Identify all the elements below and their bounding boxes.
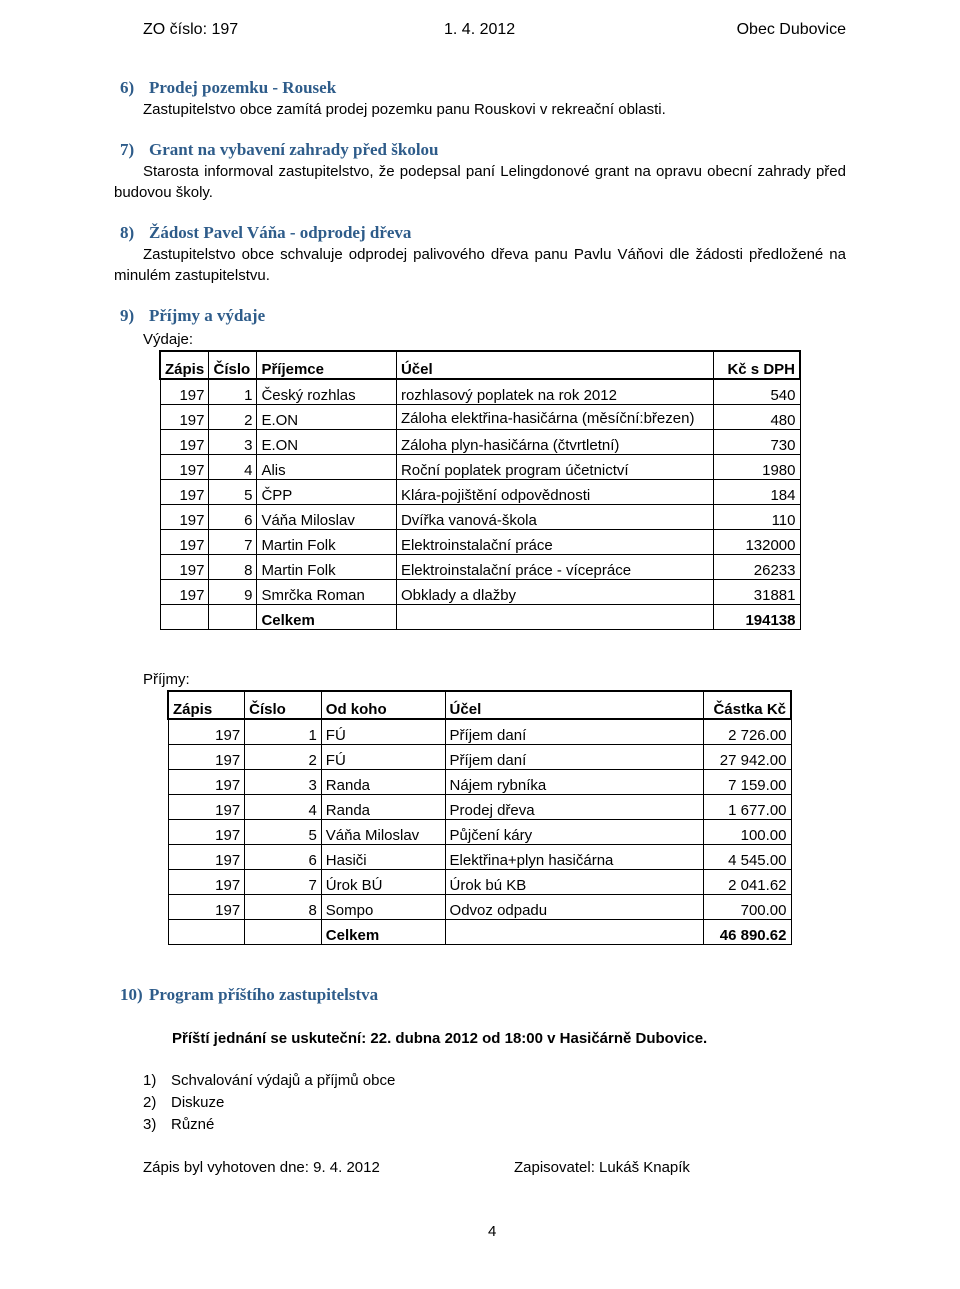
income-total-empty [168,920,245,945]
income-cell-purpose: Půjčení káry [445,820,703,845]
expenses-cell-zapis: 197 [160,505,209,530]
record-author: Zapisovatel: Lukáš Knapík [514,1159,690,1176]
expenses-cell-purpose: Obklady a dlažby [396,580,713,605]
income-cell-zapis: 197 [168,719,245,745]
income-label: Příjmy: [143,671,190,688]
section-6-heading [120,78,336,98]
income-cell-zapis: 197 [168,745,245,770]
income-total-label: Celkem [321,920,445,945]
expenses-cell-purpose: Záloha elektřina-hasičárna (měsíční:březen) [396,405,713,430]
income-header-purpose: Účel [445,691,703,719]
page-number: 4 [488,1223,497,1240]
expenses-row [160,555,800,580]
income-header-row [168,691,791,719]
income-cell-party: Randa [321,795,445,820]
income-row [168,895,791,920]
income-cell-cislo: 1 [245,719,322,745]
expenses-cell-party: Český rozhlas [257,379,397,405]
expenses-cell-amount: 110 [713,505,800,530]
section-7-title: Grant na vybavení zahrady před školou [149,140,439,159]
expenses-cell-zapis: 197 [160,530,209,555]
income-cell-amount: 7 159.00 [703,770,791,795]
income-row [168,719,791,745]
expenses-cell-amount: 540 [713,379,800,405]
section-10-heading [120,985,378,1005]
income-cell-party: FÚ [321,719,445,745]
expenses-total-row [160,605,800,630]
expenses-cell-zapis: 197 [160,580,209,605]
income-cell-purpose: Příjem daní [445,745,703,770]
income-cell-party: Sompo [321,895,445,920]
expenses-cell-party: Smrčka Roman [257,580,397,605]
income-cell-amount: 1 677.00 [703,795,791,820]
section-8-number: 8) [120,223,135,242]
income-cell-zapis: 197 [168,895,245,920]
expenses-cell-amount: 31881 [713,580,800,605]
expenses-total-label: Celkem [257,605,397,630]
income-cell-amount: 100.00 [703,820,791,845]
section-7-heading [120,140,439,160]
income-cell-party: Úrok BÚ [321,870,445,895]
income-cell-amount: 700.00 [703,895,791,920]
expenses-cell-purpose: Záloha plyn-hasičárna (čtvrtletní) [396,430,713,455]
expenses-row [160,430,800,455]
expenses-cell-cislo: 2 [209,405,257,430]
expenses-cell-amount: 480 [713,405,800,430]
income-row [168,770,791,795]
expenses-cell-cislo: 7 [209,530,257,555]
section-8-text: Zastupitelstvo obce schvaluje odprodej palivového dřeva panu Pavlu Váňovi dle žádosti předložené na minulém zastupitelstvu. [114,246,846,284]
income-row [168,745,791,770]
expenses-header-recipient: Příjemce [257,351,397,379]
expenses-cell-amount: 184 [713,480,800,505]
income-header-from: Od koho [321,691,445,719]
income-cell-cislo: 5 [245,820,322,845]
income-cell-purpose: Úrok bú KB [445,870,703,895]
expenses-cell-cislo: 8 [209,555,257,580]
income-cell-zapis: 197 [168,770,245,795]
expenses-cell-party: Martin Folk [257,555,397,580]
expenses-cell-purpose: Roční poplatek program účetnictví [396,455,713,480]
expenses-cell-cislo: 3 [209,430,257,455]
income-header-cislo: Číslo [245,691,322,719]
income-row [168,870,791,895]
income-cell-purpose: Prodej dřeva [445,795,703,820]
expenses-cell-party: ČPP [257,480,397,505]
income-cell-purpose: Odvoz odpadu [445,895,703,920]
expenses-cell-purpose: Klára-pojištění odpovědnosti [396,480,713,505]
expenses-cell-amount: 132000 [713,530,800,555]
income-cell-cislo: 2 [245,745,322,770]
expenses-cell-purpose: rozhlasový poplatek na rok 2012 [396,379,713,405]
header-municipality: Obec Dubovice [736,21,846,38]
income-cell-party: FÚ [321,745,445,770]
income-cell-purpose: Nájem rybníka [445,770,703,795]
expenses-row [160,480,800,505]
section-9-heading [120,306,265,326]
expenses-cell-zapis: 197 [160,555,209,580]
expenses-total-empty [396,605,713,630]
income-header-zapis: Zápis [168,691,245,719]
expenses-total-empty [209,605,257,630]
income-cell-zapis: 197 [168,795,245,820]
income-cell-purpose: Příjem daní [445,719,703,745]
expenses-row [160,379,800,405]
expenses-row [160,580,800,605]
section-6-number: 6) [120,78,135,97]
income-cell-amount: 4 545.00 [703,845,791,870]
income-cell-cislo: 7 [245,870,322,895]
section-6-text: Zastupitelstvo obce zamítá prodej pozemku panu Rouskovi v rekreační oblasti. [143,101,666,118]
income-row [168,820,791,845]
agenda-list [143,1070,395,1136]
expenses-cell-zapis: 197 [160,379,209,405]
expenses-row [160,455,800,480]
expenses-header-amount: Kč s DPH [713,351,800,379]
expenses-cell-amount: 1980 [713,455,800,480]
section-7-number: 7) [120,140,135,159]
income-row [168,795,791,820]
expenses-cell-zapis: 197 [160,480,209,505]
expenses-row [160,530,800,555]
expenses-cell-party: Váňa Miloslav [257,505,397,530]
expenses-header-purpose: Účel [396,351,713,379]
expenses-cell-cislo: 4 [209,455,257,480]
agenda-item: 1) Schvalování výdajů a příjmů obce [143,1072,396,1089]
income-cell-amount: 27 942.00 [703,745,791,770]
income-cell-cislo: 6 [245,845,322,870]
agenda-item: 2) Diskuze [143,1094,225,1111]
income-cell-cislo: 3 [245,770,322,795]
section-10-number: 10) [120,985,143,1004]
expenses-cell-zapis: 197 [160,430,209,455]
expenses-cell-amount: 26233 [713,555,800,580]
income-cell-zapis: 197 [168,870,245,895]
expenses-row [160,405,800,430]
expenses-table [159,350,801,630]
income-cell-zapis: 197 [168,820,245,845]
income-cell-cislo: 4 [245,795,322,820]
expenses-label: Výdaje: [143,331,194,348]
income-total-empty [245,920,322,945]
header-date: 1. 4. 2012 [444,21,516,38]
section-8-heading [120,223,411,243]
income-cell-amount: 2 041.62 [703,870,791,895]
expenses-row [160,505,800,530]
agenda-item: 3) Různé [143,1116,215,1133]
income-header-amount: Částka Kč [703,691,791,719]
income-total-value: 46 890.62 [703,920,791,945]
expenses-cell-zapis: 197 [160,455,209,480]
income-table [167,690,792,945]
expenses-cell-party: Martin Folk [257,530,397,555]
expenses-cell-cislo: 6 [209,505,257,530]
section-7-text: Starosta informoval zastupitelstvo, že podepsal paní Lelingdonové grant na opravu obecní zahrady před budovou školy. [114,163,846,201]
expenses-cell-party: Alis [257,455,397,480]
next-meeting-text: Příští jednání se uskuteční: 22. dubna 2012 od 18:00 v Hasičárně Dubovice. [172,1030,708,1047]
expenses-cell-cislo: 5 [209,480,257,505]
expenses-cell-cislo: 1 [209,379,257,405]
income-cell-purpose: Elektřina+plyn hasičárna [445,845,703,870]
income-total-empty [445,920,703,945]
income-cell-party: Váňa Miloslav [321,820,445,845]
income-cell-party: Randa [321,770,445,795]
income-cell-party: Hasiči [321,845,445,870]
expenses-cell-cislo: 9 [209,580,257,605]
expenses-total-empty [160,605,209,630]
section-6-title: Prodej pozemku - Rousek [149,78,337,97]
income-cell-cislo: 8 [245,895,322,920]
income-total-row [168,920,791,945]
expenses-cell-party: E.ON [257,405,397,430]
income-cell-zapis: 197 [168,845,245,870]
income-cell-amount: 2 726.00 [703,719,791,745]
expenses-cell-zapis: 197 [160,405,209,430]
section-10-title: Program příštího zastupitelstva [149,985,379,1004]
section-9-title: Příjmy a výdaje [149,306,266,325]
header-record-number: ZO číslo: 197 [143,21,239,38]
expenses-cell-purpose: Elektroinstalační práce - vícepráce [396,555,713,580]
expenses-cell-purpose: Dvířka vanová-škola [396,505,713,530]
section-8-title: Žádost Pavel Váňa - odprodej dřeva [149,223,412,242]
expenses-header-row [160,351,800,379]
income-row [168,845,791,870]
expenses-header-zapis: Zápis [160,351,209,379]
section-9-number: 9) [120,306,135,325]
expenses-cell-party: E.ON [257,430,397,455]
expenses-total-value: 194138 [713,605,800,630]
expenses-cell-amount: 730 [713,430,800,455]
expenses-cell-purpose: Elektroinstalační práce [396,530,713,555]
record-date: Zápis byl vyhotoven dne: 9. 4. 2012 [143,1159,380,1176]
expenses-header-cislo: Číslo [209,351,257,379]
